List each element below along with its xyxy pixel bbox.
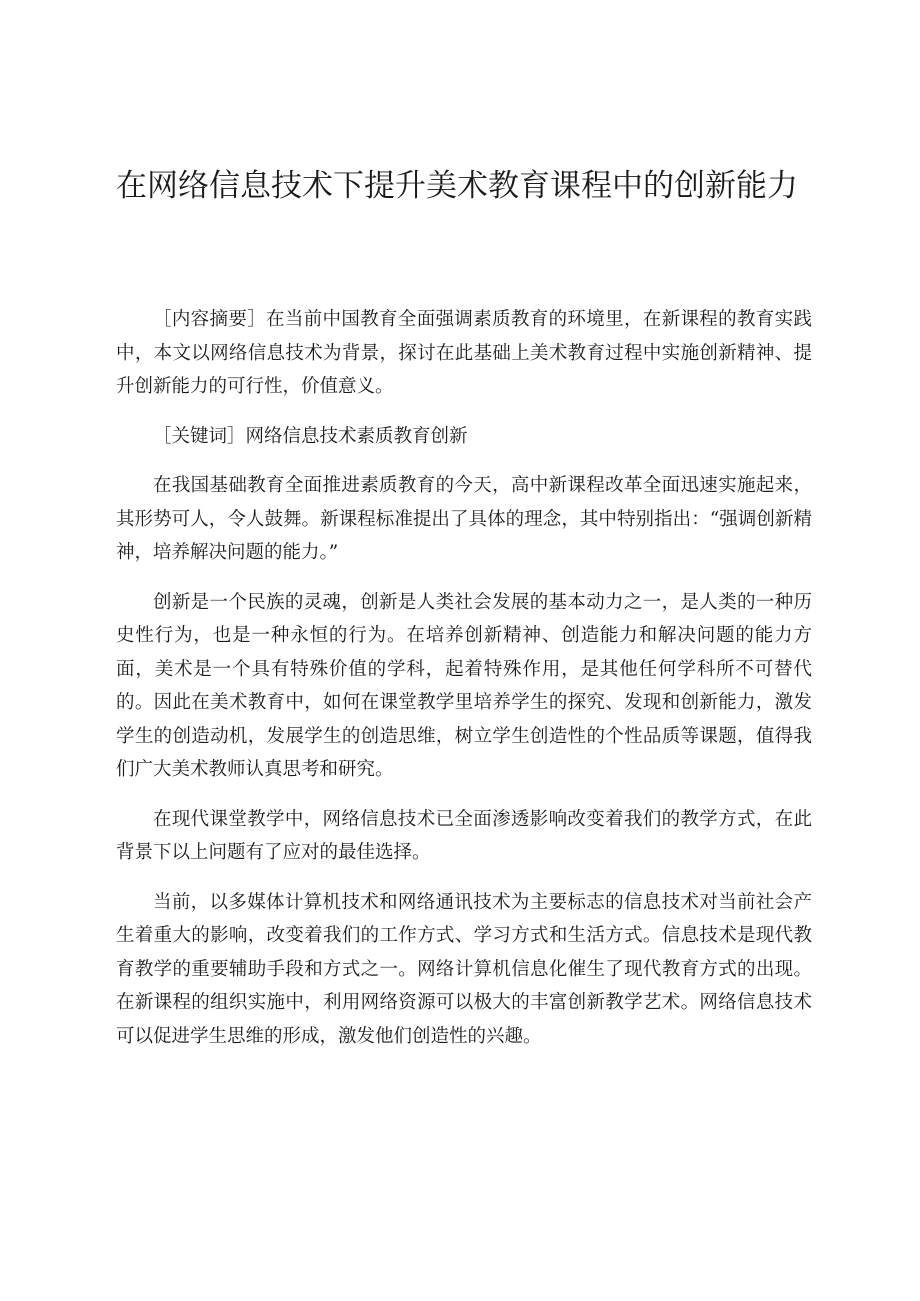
body-paragraph: 在现代课堂教学中，网络信息技术已全面渗透影响改变着我们的教学方式，在此背景下以上问题有了应对的最佳选择。 [116, 808, 812, 863]
body-paragraph: 在我国基础教育全面推进素质教育的今天，高中新课程改革全面迅速实施起来，其形势可人，令人鼓舞。新课程标准提出了具体的理念，其中特别指出：“强调创新精神，培养解决问题的能力。” [116, 475, 812, 563]
body-paragraph: 创新是一个民族的灵魂，创新是人类社会发展的基本动力之一，是人类的一种历史性行为，也是一种永恒的行为。在培养创新精神、创造能力和解决问题的能力方面，美术是一个具有特殊价值的学科，起着特殊作用，是其他任何学科所不可替代的。因此在美术教育中，如何在课堂教学里培养学生的探究、发现和创新能力，激发学生的创造动机，发展学生的创造思维，树立学生创造性的个性品质等课题，值得我们广大美术教师认真思考和研究。 [116, 591, 812, 780]
abstract-paragraph: ［内容摘要］在当前中国教育全面强调素质教育的环境里，在新课程的教育实践中，本文以网络信息技术为背景，探讨在此基础上美术教育过程中实施创新精神、提升创新能力的可行性，价值意义。 [116, 309, 812, 397]
document-title: 在网络信息技术下提升美术教育课程中的创新能力 [116, 168, 798, 204]
body-paragraph: 当前，以多媒体计算机技术和网络通讯技术为主要标志的信息技术对当前社会产生着重大的影响，改变着我们的工作方式、学习方式和生活方式。信息技术是现代教育教学的重要辅助手段和方式之一。网络计算机信息化催生了现代教育方式的出现。在新课程的组织实施中，利用网络资源可以极大的丰富创新教学艺术。网络信息技术可以促进学生思维的形成，激发他们创造性的兴趣。 [116, 891, 812, 1047]
document-body [116, 303, 812, 1053]
keywords-paragraph: ［关键词］网络信息技术素质教育创新 [153, 425, 468, 447]
